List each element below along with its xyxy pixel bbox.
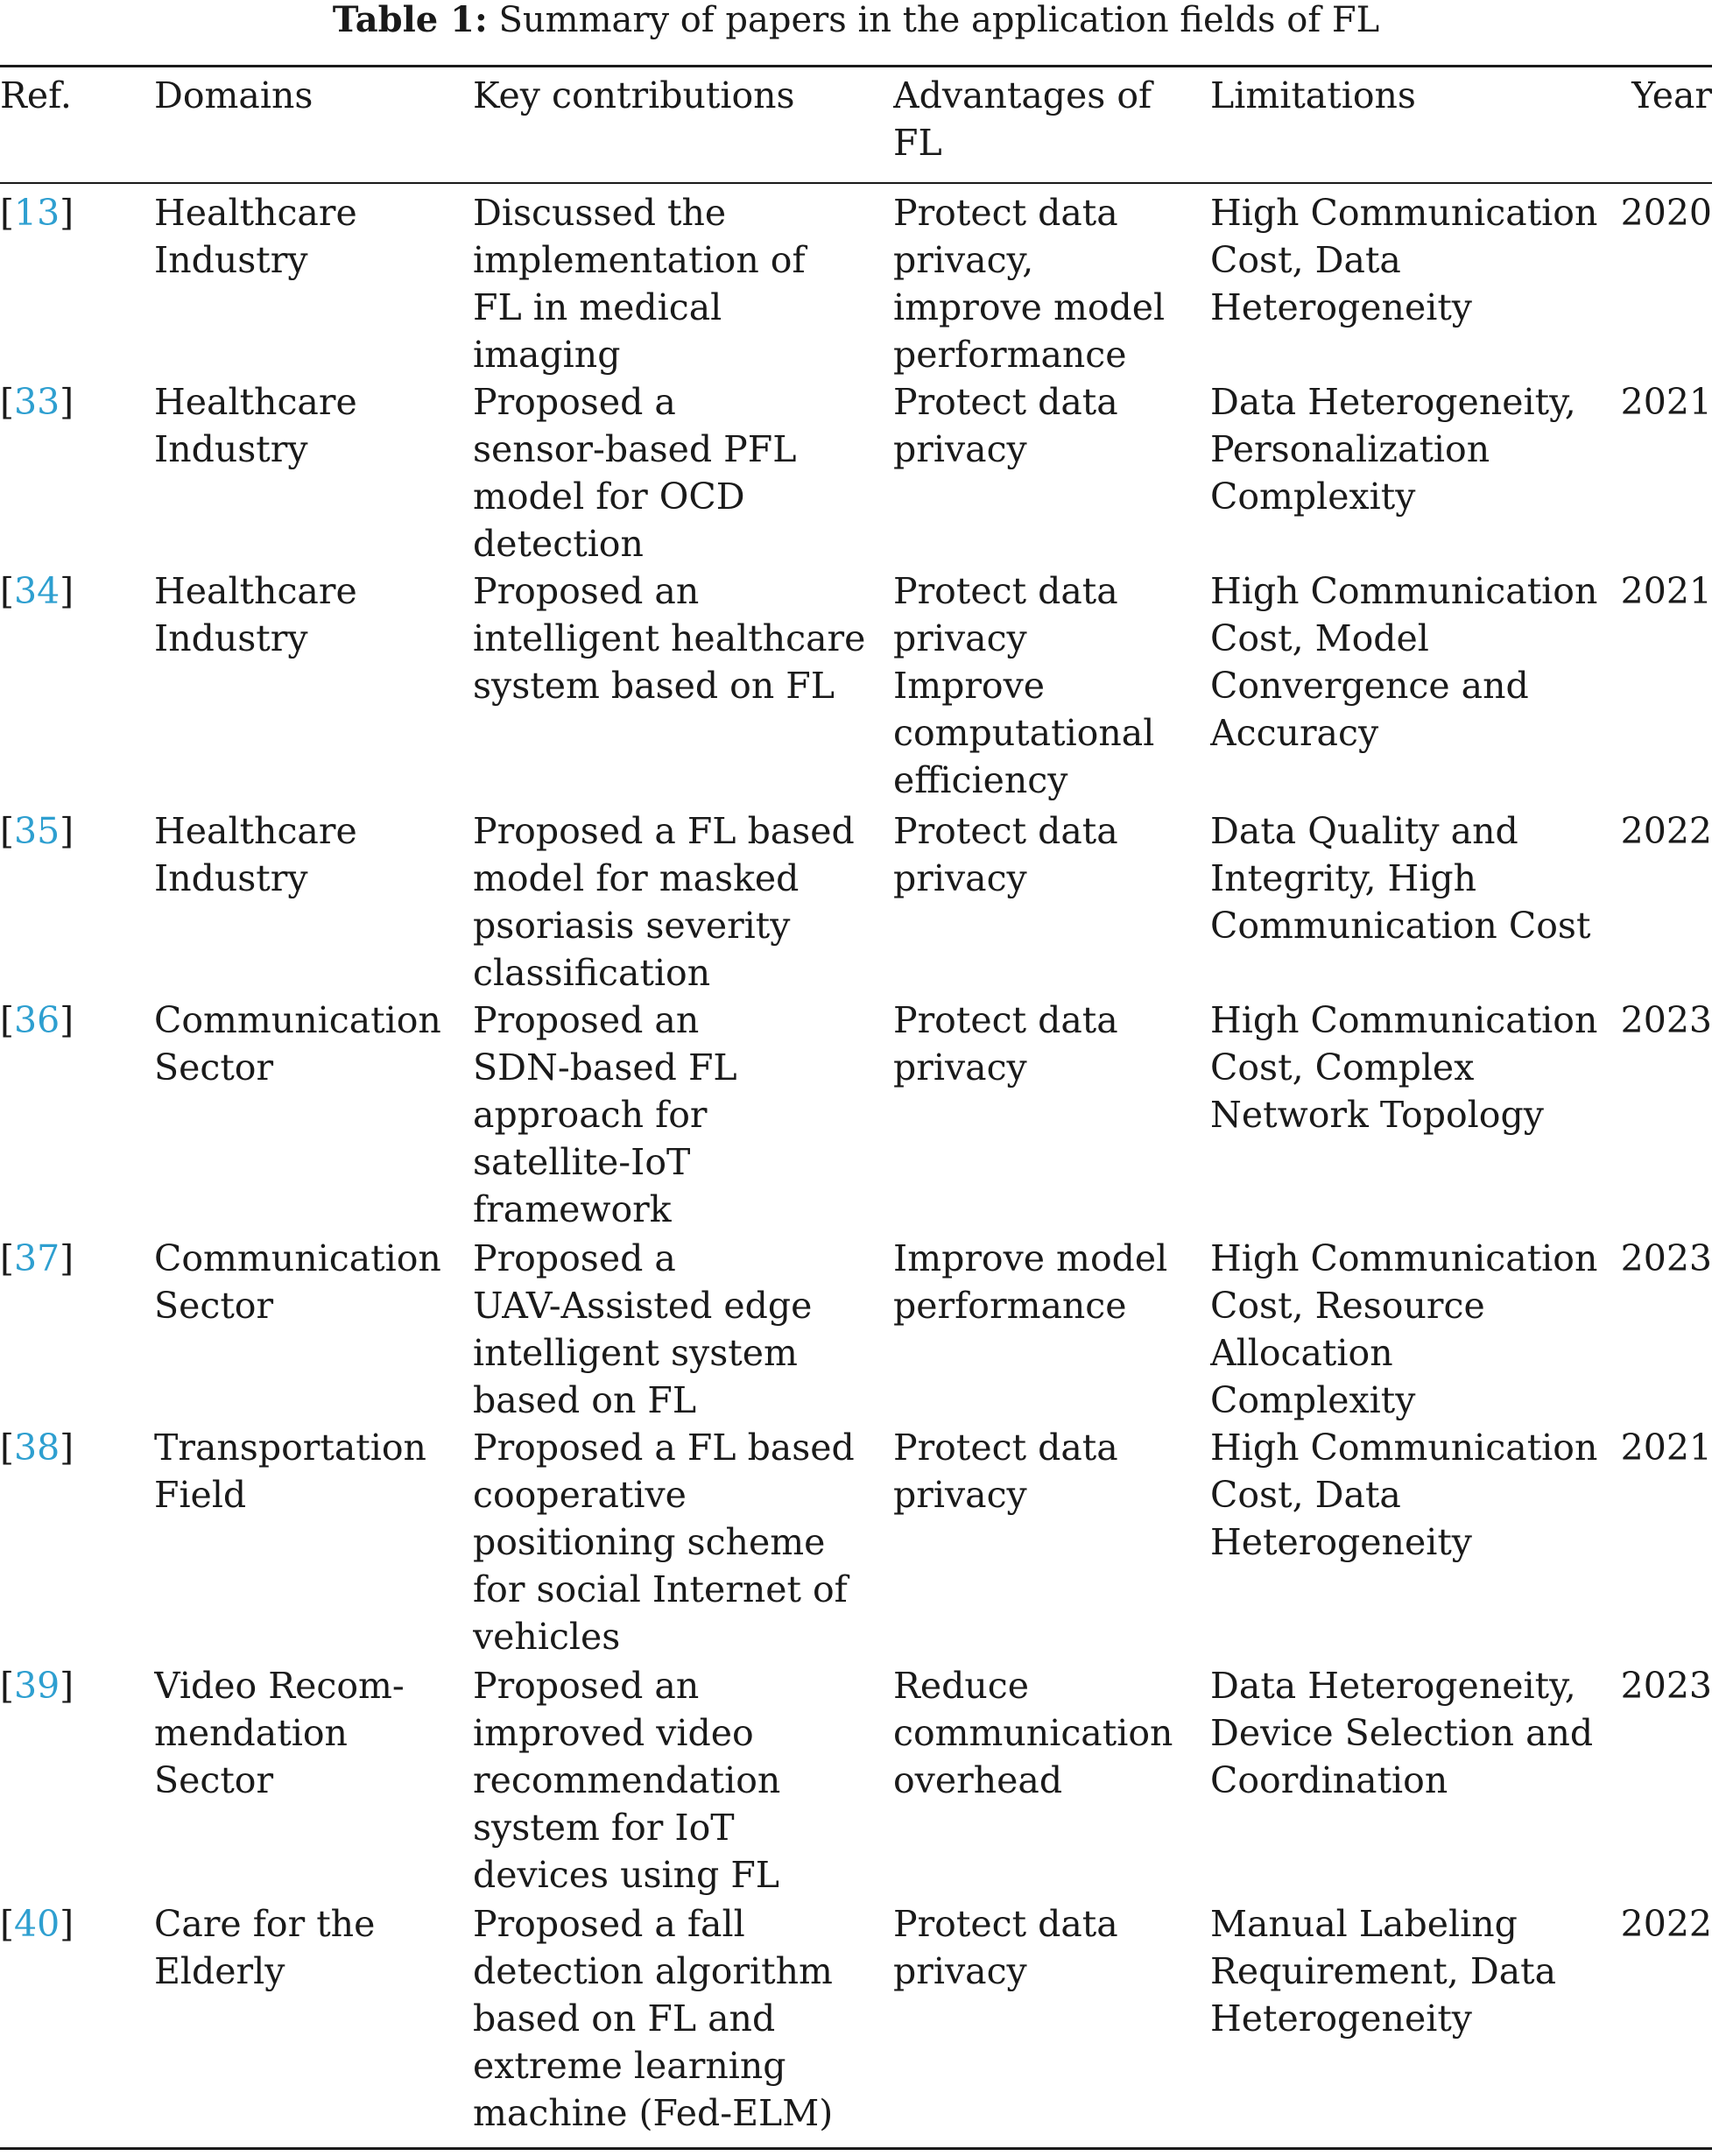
contributions-line: recommendation xyxy=(473,1759,781,1801)
contributions-line: sensor-based PFL xyxy=(473,428,797,470)
contributions-cell xyxy=(473,1900,893,2137)
contributions-line: satellite-IoT xyxy=(473,1141,691,1183)
limitations-cell xyxy=(1210,378,1618,567)
column-header-line: Limitations xyxy=(1210,74,1416,116)
advantages-line: performance xyxy=(893,334,1127,376)
contributions-line: psoriasis severity xyxy=(473,905,791,947)
contributions-cell xyxy=(473,189,893,378)
table-row xyxy=(0,807,1712,997)
contributions-cell xyxy=(473,807,893,997)
advantages-line: privacy xyxy=(893,1950,1027,1992)
ref-cell: [40] xyxy=(0,1903,74,1945)
column-header-advantages xyxy=(893,72,1210,189)
citation-link[interactable]: 39 xyxy=(14,1665,60,1707)
contributions-line: Proposed an xyxy=(473,1665,700,1707)
advantages-line: privacy xyxy=(893,857,1027,899)
limitations-line: Data Heterogeneity, xyxy=(1210,1665,1576,1707)
contributions-line: Proposed an xyxy=(473,999,700,1041)
contributions-line: UAV-Assisted edge xyxy=(473,1285,813,1327)
column-header-year xyxy=(1618,72,1712,189)
limitations-cell xyxy=(1210,1424,1618,1662)
contributions-line: based on FL xyxy=(473,1379,697,1421)
domains-line: Transportation xyxy=(154,1427,426,1469)
column-header-line: Ref. xyxy=(0,74,72,116)
limitations-line: Complexity xyxy=(1210,1379,1416,1421)
limitations-cell xyxy=(1210,807,1618,997)
column-header-line: FL xyxy=(893,122,942,164)
contributions-cell xyxy=(473,997,893,1235)
domains-line: Healthcare xyxy=(154,192,357,234)
domains-line: mendation xyxy=(154,1712,348,1754)
contributions-line: positioning scheme xyxy=(473,1521,826,1563)
ref-cell: [36] xyxy=(0,999,74,1041)
advantages-cell xyxy=(893,567,1210,807)
advantages-line: privacy xyxy=(893,428,1027,470)
contributions-cell xyxy=(473,1424,893,1662)
limitations-cell xyxy=(1210,567,1618,807)
table-top-rule xyxy=(0,65,1712,67)
contributions-cell xyxy=(473,1235,893,1424)
limitations-line: Data Quality and xyxy=(1210,810,1518,852)
contributions-line: Proposed a FL based xyxy=(473,1427,855,1469)
advantages-cell xyxy=(893,1424,1210,1662)
citation-link[interactable]: 38 xyxy=(14,1427,60,1469)
contributions-line: Discussed the xyxy=(473,192,727,234)
domains-line: Healthcare xyxy=(154,810,357,852)
domains-line: Field xyxy=(154,1474,247,1516)
column-header-limitations xyxy=(1210,72,1618,189)
advantages-line: communication xyxy=(893,1712,1173,1754)
table-row xyxy=(0,189,1712,378)
column-header-contributions xyxy=(473,72,893,189)
advantages-line: Improve xyxy=(893,665,1046,707)
summary-table xyxy=(0,72,1712,2137)
contributions-line: vehicles xyxy=(473,1616,621,1658)
ref-cell: [13] xyxy=(0,192,74,234)
contributions-line: detection algorithm xyxy=(473,1950,833,1992)
column-header-line: Domains xyxy=(154,74,314,116)
contributions-line: FL in medical xyxy=(473,286,722,328)
limitations-line: High Communication xyxy=(1210,1427,1598,1469)
table-row xyxy=(0,997,1712,1235)
limitations-line: Cost, Data xyxy=(1210,239,1401,281)
citation-link[interactable]: 13 xyxy=(14,192,60,234)
contributions-line: Proposed an xyxy=(473,570,700,612)
limitations-line: Integrity, High xyxy=(1210,857,1477,899)
advantages-line: privacy xyxy=(893,1474,1027,1516)
table-row xyxy=(0,567,1712,807)
contributions-line: imaging xyxy=(473,334,621,376)
table-caption-label: Table 1: xyxy=(332,0,488,40)
domains-cell xyxy=(154,1235,473,1424)
limitations-cell xyxy=(1210,1235,1618,1424)
contributions-line: devices using FL xyxy=(473,1854,780,1896)
year-cell: 2023 xyxy=(1620,1665,1712,1707)
contributions-line: approach for xyxy=(473,1094,708,1136)
limitations-line: Heterogeneity xyxy=(1210,1997,1472,2040)
limitations-line: Cost, Data xyxy=(1210,1474,1401,1516)
contributions-line: Proposed a xyxy=(473,1237,676,1279)
limitations-line: High Communication xyxy=(1210,192,1598,234)
contributions-line: intelligent healthcare xyxy=(473,617,866,659)
limitations-line: Manual Labeling xyxy=(1210,1903,1518,1945)
advantages-line: Protect data xyxy=(893,1427,1118,1469)
domains-line: Video Recom- xyxy=(154,1665,405,1707)
limitations-line: Communication Cost xyxy=(1210,905,1591,947)
year-cell: 2022 xyxy=(1620,1903,1712,1945)
domains-line: Industry xyxy=(154,857,308,899)
year-cell: 2020 xyxy=(1620,192,1712,234)
advantages-cell xyxy=(893,807,1210,997)
year-cell: 2023 xyxy=(1620,999,1712,1041)
contributions-line: system for IoT xyxy=(473,1807,735,1849)
column-header-line: Key contributions xyxy=(473,74,795,116)
advantages-line: performance xyxy=(893,1285,1127,1327)
table-row xyxy=(0,1235,1712,1424)
advantages-line: Protect data xyxy=(893,810,1118,852)
contributions-line: for social Internet of xyxy=(473,1568,848,1610)
advantages-cell xyxy=(893,997,1210,1235)
domains-line: Communication xyxy=(154,1237,441,1279)
limitations-line: Requirement, Data xyxy=(1210,1950,1557,1992)
year-cell: 2022 xyxy=(1620,810,1712,852)
table-body xyxy=(0,189,1712,2137)
year-cell: 2023 xyxy=(1620,1237,1712,1279)
column-header-line: Year xyxy=(1631,74,1712,116)
ref-cell: [39] xyxy=(0,1665,74,1707)
table-row xyxy=(0,1662,1712,1900)
contributions-line: model for OCD xyxy=(473,476,745,518)
contributions-cell xyxy=(473,378,893,567)
citation-link[interactable]: 35 xyxy=(14,810,60,852)
citation-link[interactable]: 36 xyxy=(14,999,60,1041)
contributions-line: intelligent system xyxy=(473,1332,798,1374)
ref-cell: [37] xyxy=(0,1237,74,1279)
advantages-line: Protect data xyxy=(893,381,1118,423)
limitations-line: Heterogeneity xyxy=(1210,1521,1472,1563)
domains-cell xyxy=(154,1900,473,2137)
citation-link[interactable]: 33 xyxy=(14,381,60,423)
domains-line: Industry xyxy=(154,428,308,470)
limitations-line: Device Selection and xyxy=(1210,1712,1594,1754)
limitations-line: High Communication xyxy=(1210,999,1598,1041)
contributions-line: implementation of xyxy=(473,239,806,281)
limitations-line: Complexity xyxy=(1210,476,1416,518)
domains-cell xyxy=(154,378,473,567)
contributions-line: extreme learning xyxy=(473,2045,786,2087)
limitations-line: Heterogeneity xyxy=(1210,286,1472,328)
table-row xyxy=(0,1900,1712,2137)
citation-link[interactable]: 34 xyxy=(14,570,60,612)
advantages-line: improve model xyxy=(893,286,1166,328)
limitations-cell xyxy=(1210,189,1618,378)
contributions-line: detection xyxy=(473,523,644,565)
limitations-cell xyxy=(1210,997,1618,1235)
limitations-line: Data Heterogeneity, xyxy=(1210,381,1576,423)
limitations-line: Cost, Complex xyxy=(1210,1046,1475,1089)
domains-line: Healthcare xyxy=(154,570,357,612)
limitations-line: Coordination xyxy=(1210,1759,1448,1801)
contributions-line: Proposed a FL based xyxy=(473,810,855,852)
limitations-line: Allocation xyxy=(1210,1332,1393,1374)
domains-line: Industry xyxy=(154,617,308,659)
limitations-line: Convergence and xyxy=(1210,665,1529,707)
limitations-line: Cost, Model xyxy=(1210,617,1429,659)
citation-link[interactable]: 40 xyxy=(14,1903,60,1945)
advantages-line: efficiency xyxy=(893,759,1068,801)
domains-cell xyxy=(154,567,473,807)
contributions-line: model for masked xyxy=(473,857,800,899)
table-header-row xyxy=(0,72,1712,189)
ref-cell: [33] xyxy=(0,381,74,423)
column-header-line: Advantages of xyxy=(893,74,1152,116)
advantages-line: Protect data xyxy=(893,192,1118,234)
year-cell: 2021 xyxy=(1620,381,1712,423)
domains-cell xyxy=(154,997,473,1235)
advantages-cell xyxy=(893,1662,1210,1900)
domains-line: Care for the xyxy=(154,1903,376,1945)
limitations-line: Personalization xyxy=(1210,428,1490,470)
advantages-line: Protect data xyxy=(893,1903,1118,1945)
contributions-line: cooperative xyxy=(473,1474,687,1516)
ref-cell: [34] xyxy=(0,570,74,612)
contributions-line: classification xyxy=(473,952,711,994)
table-caption xyxy=(0,0,1712,40)
column-header-ref xyxy=(0,72,154,189)
advantages-cell xyxy=(893,378,1210,567)
year-cell: 2021 xyxy=(1620,570,1712,612)
column-header-domains xyxy=(154,72,473,189)
year-cell: 2021 xyxy=(1620,1427,1712,1469)
domains-cell xyxy=(154,1424,473,1662)
contributions-line: framework xyxy=(473,1188,672,1230)
limitations-cell xyxy=(1210,1900,1618,2137)
table-caption-text: Summary of papers in the application fields of FL xyxy=(498,0,1380,40)
advantages-line: Protect data xyxy=(893,999,1118,1041)
contributions-line: SDN-based FL xyxy=(473,1046,737,1089)
citation-link[interactable]: 37 xyxy=(14,1237,60,1279)
limitations-line: Cost, Resource xyxy=(1210,1285,1485,1327)
contributions-line: machine (Fed-ELM) xyxy=(473,2092,834,2134)
table-row xyxy=(0,1424,1712,1662)
advantages-line: privacy xyxy=(893,1046,1027,1089)
advantages-line: privacy, xyxy=(893,239,1034,281)
contributions-line: Proposed a fall xyxy=(473,1903,745,1945)
domains-line: Industry xyxy=(154,239,308,281)
limitations-line: Accuracy xyxy=(1210,712,1379,754)
table-row xyxy=(0,378,1712,567)
ref-cell: [35] xyxy=(0,810,74,852)
contributions-line: system based on FL xyxy=(473,665,835,707)
domains-cell xyxy=(154,1662,473,1900)
contributions-line: based on FL and xyxy=(473,1997,776,2040)
domains-line: Sector xyxy=(154,1759,274,1801)
advantages-cell xyxy=(893,189,1210,378)
contributions-cell xyxy=(473,1662,893,1900)
domains-line: Sector xyxy=(154,1046,274,1089)
domains-line: Healthcare xyxy=(154,381,357,423)
domains-cell xyxy=(154,807,473,997)
table-bottom-rule xyxy=(0,2147,1712,2150)
contributions-line: improved video xyxy=(473,1712,754,1754)
domains-cell xyxy=(154,189,473,378)
advantages-line: Improve model xyxy=(893,1237,1168,1279)
limitations-line: Network Topology xyxy=(1210,1094,1544,1136)
limitations-line: High Communication xyxy=(1210,570,1598,612)
domains-line: Communication xyxy=(154,999,441,1041)
advantages-line: computational xyxy=(893,712,1155,754)
advantages-line: Reduce xyxy=(893,1665,1030,1707)
contributions-line: Proposed a xyxy=(473,381,676,423)
advantages-line: overhead xyxy=(893,1759,1063,1801)
ref-cell: [38] xyxy=(0,1427,74,1469)
advantages-cell xyxy=(893,1900,1210,2137)
contributions-cell xyxy=(473,567,893,807)
domains-line: Elderly xyxy=(154,1950,285,1992)
domains-line: Sector xyxy=(154,1285,274,1327)
advantages-cell xyxy=(893,1235,1210,1424)
advantages-line: Protect data xyxy=(893,570,1118,612)
advantages-line: privacy xyxy=(893,617,1027,659)
limitations-line: High Communication xyxy=(1210,1237,1598,1279)
limitations-cell xyxy=(1210,1662,1618,1900)
